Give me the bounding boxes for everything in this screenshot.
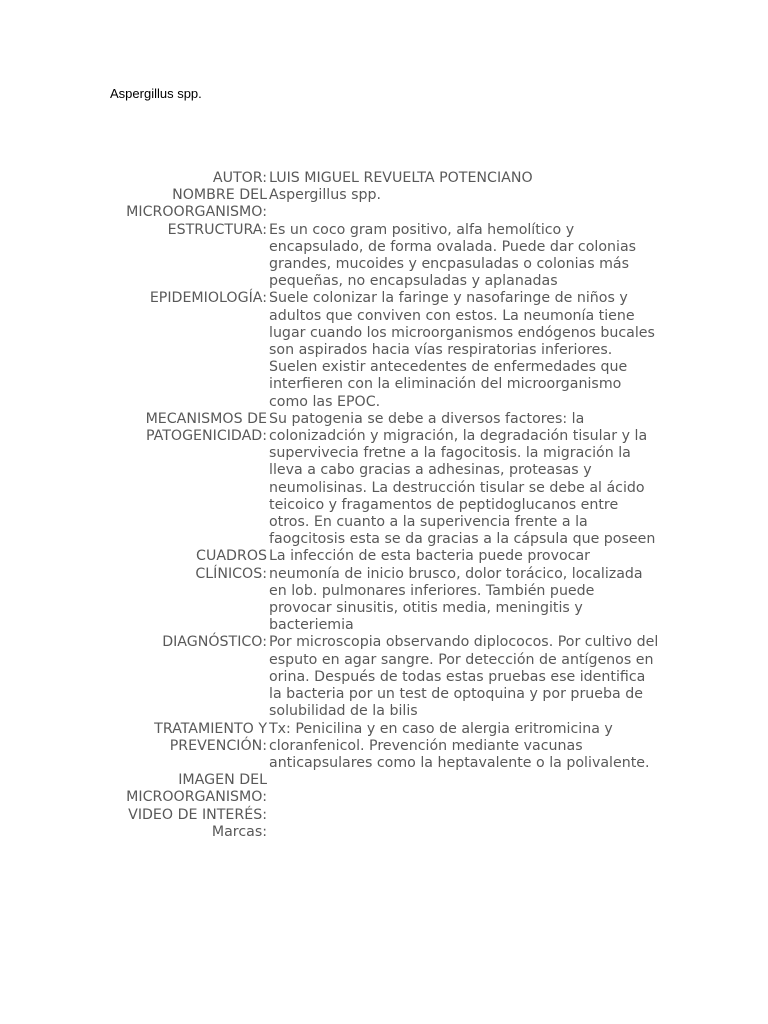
field-label-autor: AUTOR: [212,170,267,186]
row-marcas [100,824,680,841]
field-value-epidemiologia: Suele colonizar la faringe y nasofaringe de niños y adultos que conviven con estos. La neumonía tiene lugar cuando los microorganismos endógenos bucales son aspirados hacia vías respiratorias inferiores. Suelen existir antecedentes de enfermedades que interfieren con la eliminación del microorganismo como las EPOC. [269,290,655,410]
field-label-estructura: ESTRUCTURA: [167,221,267,238]
row-epidemiologia [100,290,680,410]
field-label-marcas: Marcas: [211,823,267,840]
document-header-title: Aspergillus spp. [110,86,202,101]
row-imagen [100,772,680,806]
row-video [100,807,680,824]
field-value-nombre: Aspergillus spp. [269,187,382,204]
field-label-epidemiologia: EPIDEMIOLOGÍA: [149,290,267,307]
row-diagnostico [100,634,680,720]
field-label-video: VIDEO DE INTERÉS: [128,806,267,823]
field-value-estructura: Es un coco gram positivo, alfa hemolítico y encapsulado, de forma ovalada. Puede dar colonias grandes, mucoides y encpasuladas o colonias más pequeñas, no encapsuladas y aplanadas [269,221,637,290]
field-value-mecanismos: Su patogenia se debe a diversos factores: la colonizadción y migración, la degradación tisular y la supervivecia fretne a la fagocitosis. la migración la lleva a cabo gracias a adhesinas, proteasas y neumolisinas. La destrucción tisular se debe al ácido teicoico y fragamentos de peptidoglucanos entre otros. En cuanto a la superivencia frente a la faogcitosis esta se da gracias a la cápsula que poseen [269,410,656,548]
field-value-diagnostico: Por microscopia observando diplococos. Por cultivo del esputo en agar sangre. Por detección de antígenos en orina. Después de todas estas pruebas ese identifica la bacteria por un test de optoquina y por prueba de solubilidad de la bilis [269,634,659,720]
field-value-cuadros-clinicos: La infección de esta bacteria puede provocar neumonía de inicio brusco, dolor torácico, localizada en lob. pulmonares inferiores. También puede provocar sinusitis, otitis media, meningitis y bacteriemia [269,548,643,634]
field-label-diagnostico: DIAGNÓSTICO: [162,634,267,651]
field-label-tratamiento: TRATAMIENTO Y PREVENCIÓN: [154,720,267,754]
field-value-autor: LUIS MIGUEL REVUELTA POTENCIANO [269,170,533,186]
field-value-tratamiento: Tx: Penicilina y en caso de alergia eritromicina y cloranfenicol. Prevención mediante vacunas anticapsulares como la heptavalente o la polivalente. [269,720,650,771]
row-nombre [100,187,680,221]
row-tratamiento [100,721,680,773]
row-cuadros-clinicos [100,548,680,634]
field-label-nombre: NOMBRE DEL MICROORGANISMO: [126,187,267,221]
row-mecanismos [100,411,680,549]
row-autor [100,170,680,187]
field-label-mecanismos: MECANISMOS DE PATOGENICIDAD: [145,410,267,445]
field-label-imagen: IMAGEN DEL MICROORGANISMO: [126,772,267,806]
record-table [100,170,680,841]
field-label-cuadros-clinicos: CUADROS CLÍNICOS: [195,548,267,582]
row-estructura [100,222,680,291]
